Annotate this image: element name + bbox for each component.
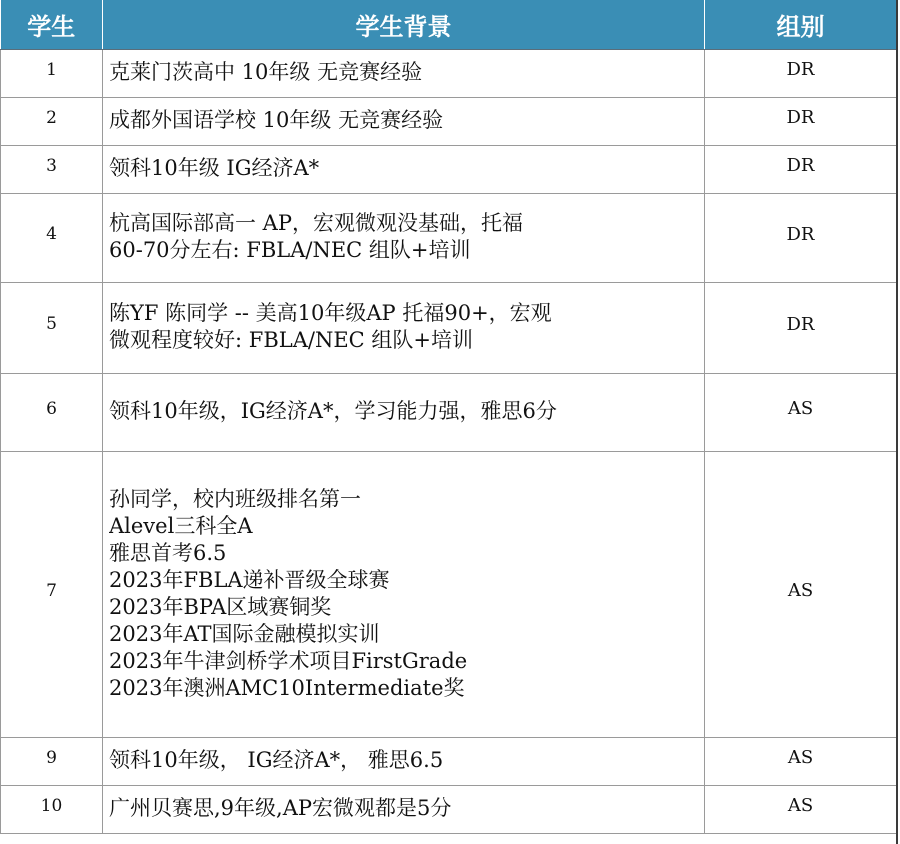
cell-group[interactable]: AS [705, 452, 897, 738]
table-row [1, 98, 897, 146]
table-row [1, 786, 897, 834]
cell-student-background[interactable] [103, 194, 705, 283]
cell-student-background[interactable] [103, 374, 705, 452]
table-row [1, 146, 897, 194]
cell-group[interactable]: AS [705, 738, 897, 786]
table-row [1, 194, 897, 283]
background-line: 2023年牛津剑桥学术项目FirstGrade [109, 648, 468, 673]
grid-edge [896, 0, 898, 844]
cell-student-id[interactable]: 2 [1, 98, 103, 146]
table-row [1, 374, 897, 452]
cell-group[interactable]: DR [705, 98, 897, 146]
background-line: 60-70分左右: FBLA/NEC 组队+培训 [109, 238, 471, 262]
background-line: 2023年澳洲AMC10Intermediate奖 [109, 675, 465, 700]
header-row [1, 0, 897, 50]
header-student[interactable]: 学生 [1, 0, 103, 50]
background-line: 领科10年级，IG经济A*，学习能力强，雅思6分 [109, 399, 557, 423]
background-line: 领科10年级 IG经济A* [109, 156, 320, 180]
cell-group[interactable]: DR [705, 146, 897, 194]
background-line: 克莱门茨高中 10年级 无竞赛经验 [109, 60, 423, 84]
table-row [1, 50, 897, 98]
cell-student-background[interactable] [103, 50, 705, 98]
background-line: 2023年AT国际金融模拟实训 [109, 621, 380, 646]
cell-student-background[interactable] [103, 738, 705, 786]
cell-student-id[interactable]: 5 [1, 283, 103, 374]
cell-student-background[interactable] [103, 146, 705, 194]
background-line: 雅思首考6.5 [109, 540, 227, 565]
cell-group[interactable]: DR [705, 283, 897, 374]
cell-group[interactable]: AS [705, 786, 897, 834]
header-group[interactable]: 组别 [705, 0, 897, 50]
cell-student-background[interactable] [103, 452, 705, 738]
cell-student-id[interactable]: 3 [1, 146, 103, 194]
cell-group[interactable]: DR [705, 194, 897, 283]
cell-student-id[interactable]: 4 [1, 194, 103, 283]
cell-student-background[interactable] [103, 786, 705, 834]
table-row [1, 452, 897, 738]
cell-student-background[interactable] [103, 283, 705, 374]
cell-group[interactable]: AS [705, 374, 897, 452]
cell-student-background[interactable] [103, 98, 705, 146]
cell-group[interactable]: DR [705, 50, 897, 98]
header-background[interactable]: 学生背景 [103, 0, 705, 50]
background-line: 2023年BPA区域赛铜奖 [109, 594, 332, 619]
background-line: 广州贝赛思,9年级,AP宏微观都是5分 [109, 796, 452, 820]
cell-student-id[interactable]: 10 [1, 786, 103, 834]
background-line: Alevel三科全A [109, 513, 253, 538]
cell-student-id[interactable]: 1 [1, 50, 103, 98]
cell-student-id[interactable]: 9 [1, 738, 103, 786]
background-line: 杭高国际部高一 AP，宏观微观没基础，托福 [109, 211, 523, 235]
background-line: 2023年FBLA递补晋级全球赛 [109, 567, 390, 592]
cell-student-id[interactable]: 6 [1, 374, 103, 452]
background-line: 孙同学，校内班级排名第一 [109, 486, 361, 511]
table-row [1, 283, 897, 374]
background-line: 微观程度较好: FBLA/NEC 组队+培训 [109, 328, 473, 352]
background-line: 成都外国语学校 10年级 无竞赛经验 [109, 108, 444, 132]
table-row [1, 738, 897, 786]
table-body [1, 50, 897, 834]
cell-student-id[interactable]: 7 [1, 452, 103, 738]
background-line: 陈YF 陈同学 -- 美高10年级AP 托福90+，宏观 [109, 301, 552, 325]
background-line: 领科10年级， IG经济A*， 雅思6.5 [109, 748, 444, 772]
